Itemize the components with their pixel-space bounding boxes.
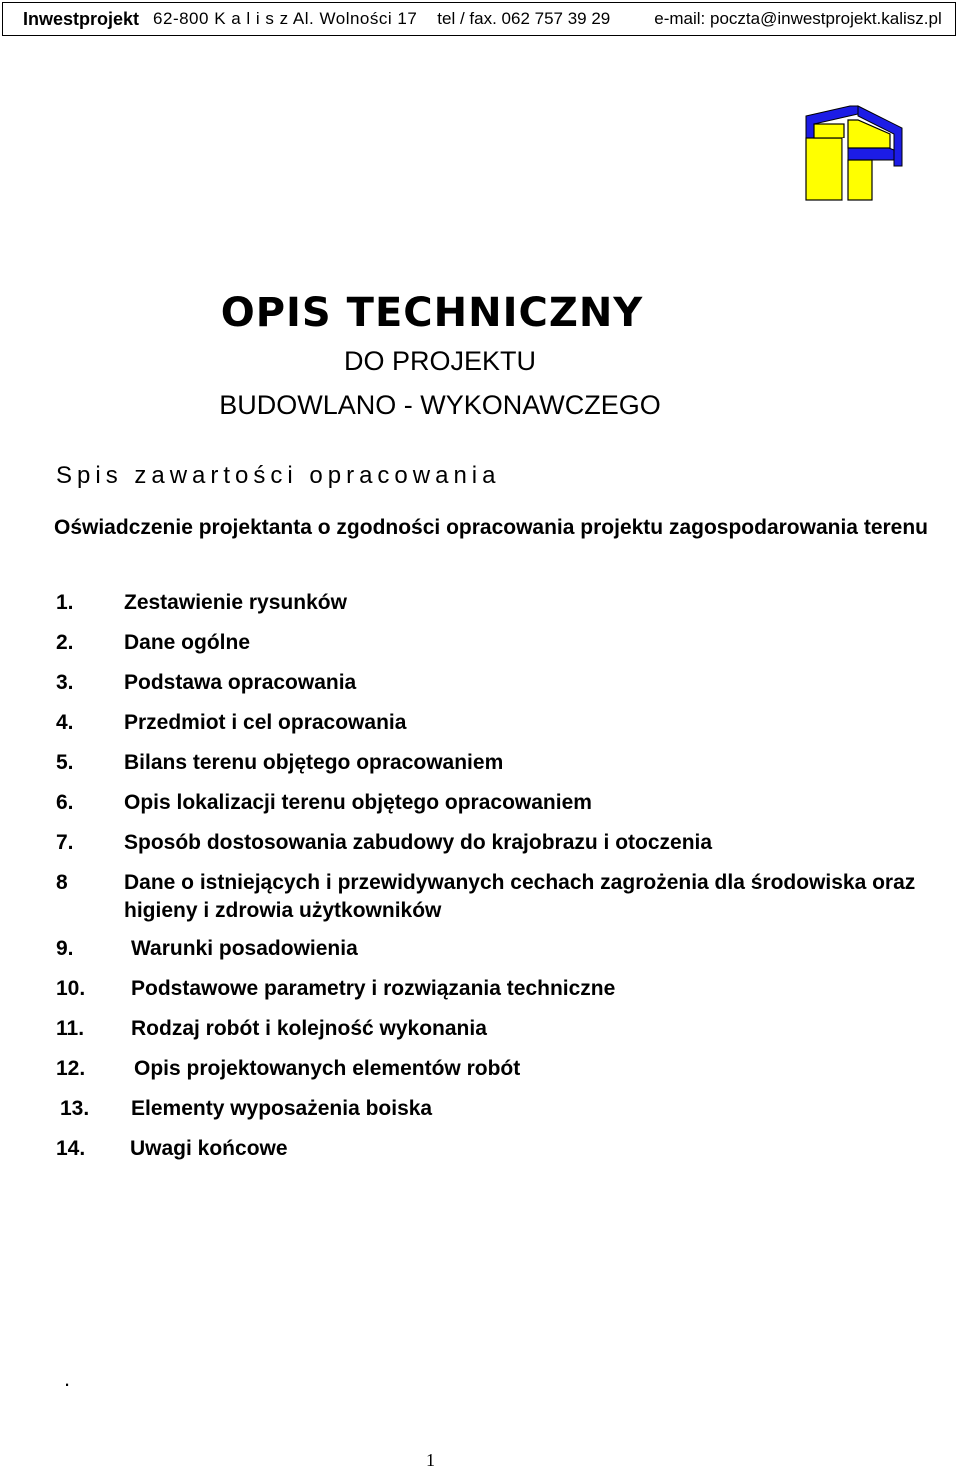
toc-item-text: Opis lokalizacji terenu objętego opracowaniem: [124, 791, 592, 814]
toc-item-text: Bilans terenu objętego opracowaniem: [124, 751, 504, 774]
document-title: OPIS TECHNICZNY: [220, 290, 644, 336]
toc-item-text: Uwagi końcowe: [130, 1137, 288, 1160]
document-subtitle-line-2: BUDOWLANO - WYKONAWCZEGO: [219, 390, 661, 420]
toc-item-number: 12.: [56, 1057, 86, 1080]
page-number: 1: [426, 1450, 435, 1470]
toc-item-number: 4.: [56, 711, 74, 734]
toc-item-number: 10.: [56, 977, 86, 1000]
toc-item-text: Warunki posadowienia: [131, 937, 358, 960]
company-logo-icon: [800, 104, 910, 204]
toc-item-text: Opis projektowanych elementów robót: [134, 1057, 521, 1080]
toc-item-number: 2.: [56, 631, 74, 654]
toc-item-text: Dane o istniejących i przewidywanych cechach zagrożenia dla środowiska oraz higieny i zdrowia użytkowników: [124, 871, 916, 922]
toc-item-number: 7.: [56, 831, 74, 854]
toc-item-number: 3.: [56, 671, 74, 694]
company-phone: tel / fax. 062 757 39 29: [437, 9, 611, 28]
toc-item-number: 13.: [60, 1097, 90, 1120]
designer-statement: Oświadczenie projektanta o zgodności opracowania projektu zagospodarowania terenu: [54, 516, 929, 539]
toc-item-text: Rodzaj robót i kolejność wykonania: [131, 1017, 487, 1040]
company-name: Inwestprojekt: [23, 8, 140, 29]
toc-item-number: 8: [56, 871, 68, 894]
toc-item-number: 9.: [56, 937, 74, 960]
toc-heading: Spis zawartości opracowania: [56, 462, 501, 489]
toc-item-text: Podstawa opracowania: [124, 671, 357, 694]
toc-item-text: Sposób dostosowania zabudowy do krajobrazu i otoczenia: [124, 831, 713, 854]
toc-item-text: Zestawienie rysunków: [124, 591, 347, 614]
company-address: 62-800 K a l i s z Al. Wolności 17: [153, 9, 418, 28]
toc-item-number: 14.: [56, 1137, 86, 1160]
toc-item-number: 6.: [56, 791, 74, 814]
document-subtitle-line-1: DO PROJEKTU: [343, 346, 537, 376]
toc-item-number: 5.: [56, 751, 74, 774]
toc-item-text: Podstawowe parametry i rozwiązania techniczne: [131, 977, 616, 1000]
stray-dot: .: [64, 1366, 71, 1391]
toc-item-number: 11.: [56, 1017, 85, 1040]
toc-item-text: Dane ogólne: [124, 631, 251, 654]
toc-item-text: Elementy wyposażenia boiska: [131, 1097, 433, 1120]
toc-item-number: 1.: [56, 591, 74, 614]
toc-item-text: Przedmiot i cel opracowania: [124, 711, 407, 734]
letterhead: [2, 2, 956, 36]
company-email: e-mail: poczta@inwestprojekt.kalisz.pl: [654, 9, 942, 28]
